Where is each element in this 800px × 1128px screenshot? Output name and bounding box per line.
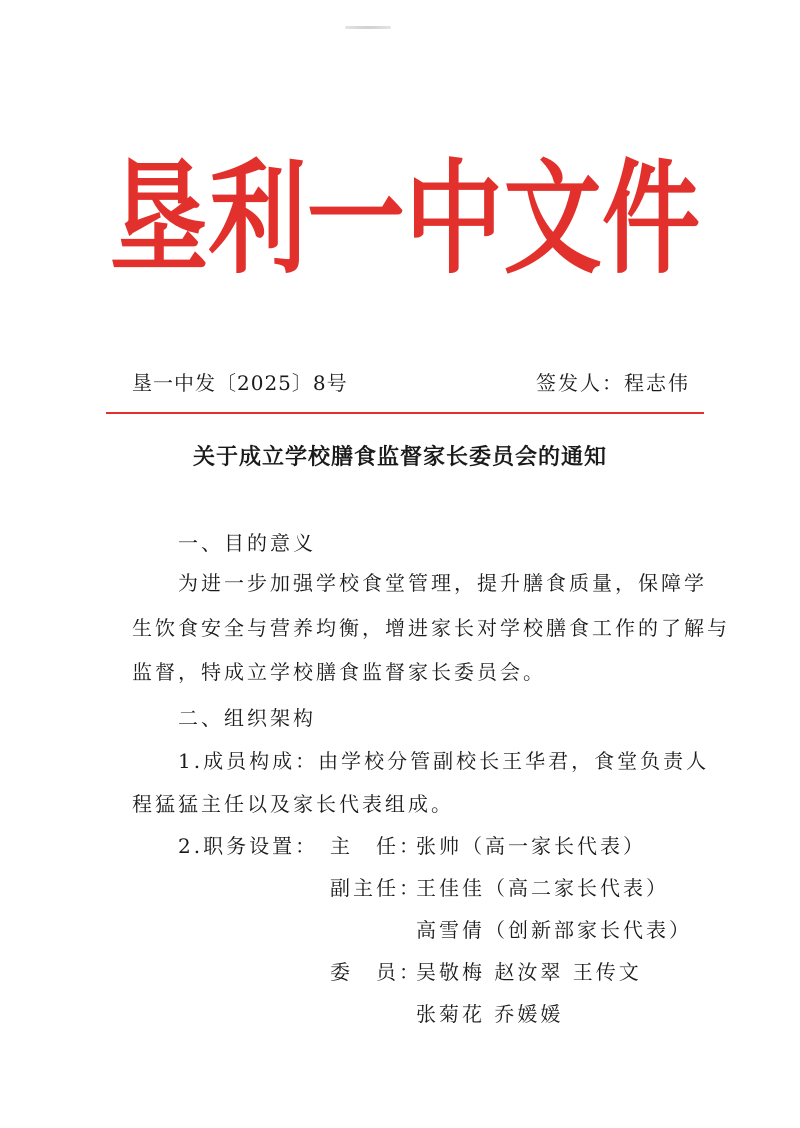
- header-char: 垦: [110, 148, 209, 292]
- header-char: 一: [306, 148, 405, 292]
- paragraph-line: 监督，特成立学校膳食监督家长委员会。: [132, 660, 546, 684]
- paragraph-line: 1.成员构成：由学校分管副校长王华君，食堂负责人: [178, 749, 710, 773]
- paragraph-line: 程猛猛主任以及家长代表组成。: [132, 792, 454, 816]
- document-number: 垦一中发〔2025〕8号: [132, 371, 348, 395]
- header-char: 中: [405, 148, 504, 292]
- header-char: 文: [503, 148, 602, 292]
- section-heading-purpose: 一、目的意义: [178, 531, 316, 555]
- header-char: 利: [208, 148, 307, 292]
- position-label: 委 员：: [330, 960, 422, 984]
- document-header-title: [110, 150, 700, 290]
- section-heading-organization: 二、组织架构: [178, 706, 316, 730]
- red-divider: [106, 412, 704, 414]
- paragraph-line: 生饮食安全与营养均衡，增进家长对学校膳食工作的了解与: [132, 616, 730, 640]
- position-value: 张帅（高一家长代表）: [416, 834, 646, 858]
- paragraph-line: 为进一步加强学校食堂管理，提升膳食质量，保障学: [178, 571, 707, 595]
- notice-title: 关于成立学校膳食监督家长委员会的通知: [192, 445, 607, 470]
- issuer: 签发人：程志伟: [536, 371, 690, 395]
- position-value: 王佳佳（高二家长代表）: [416, 876, 669, 900]
- scan-artifact: [345, 26, 391, 29]
- position-label: 副主任：: [330, 876, 422, 900]
- positions-label: 2.职务设置：: [178, 834, 319, 858]
- header-char: 件: [601, 148, 700, 292]
- position-value: 高雪倩（创新部家长代表）: [416, 918, 692, 942]
- position-label: 主 任：: [330, 834, 422, 858]
- position-value: 吴敬梅 赵汝翠 王传文: [416, 960, 642, 984]
- position-value: 张菊花 乔媛媛: [416, 1002, 564, 1026]
